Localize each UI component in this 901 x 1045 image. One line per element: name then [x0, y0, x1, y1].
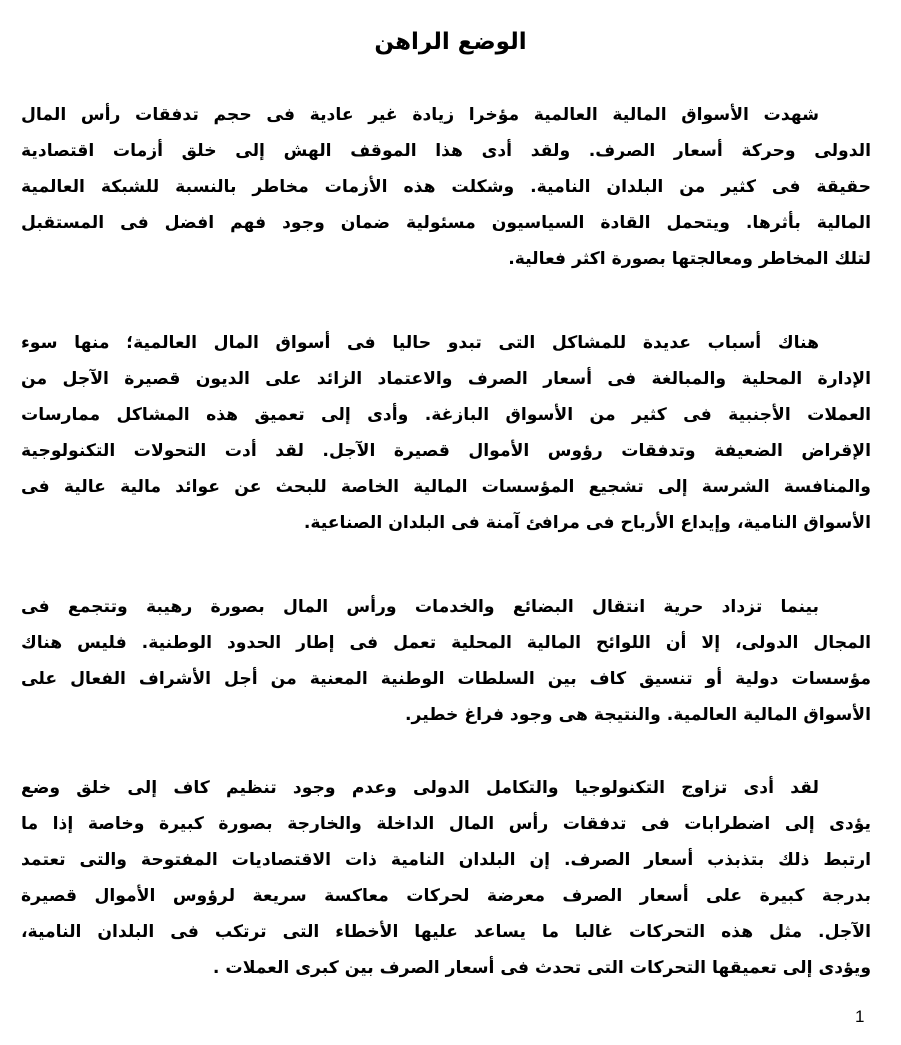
paragraph-line: شهدت الأسواق المالية العالمية مؤخرا زيادة غير عادية فى حجم تدفقات رأس المال: [21, 105, 819, 125]
paragraph-line: بينما تزداد حرية انتقال البضائع والخدمات ورأس المال بصورة رهيبة وتتجمع فى: [21, 597, 819, 617]
page-number: 1: [855, 1007, 865, 1026]
paragraph-line: ويؤدى إلى تعميقها التحركات التى تحدث فى أسعار الصرف بين كبرى العملات .: [212, 958, 871, 978]
paragraph-line: الإدارة المحلية والمبالغة فى أسعار الصرف والاعتماد الزائد على الديون قصيرة الآجل من: [21, 369, 871, 389]
page-title: الوضع الراهن: [374, 29, 527, 55]
paragraph-line: ارتبط ذلك بتذبذب أسعار الصرف. إن البلدان النامية ذات الاقتصاديات المفتوحة والتى تعتمد: [21, 850, 871, 870]
paragraph-line: يؤدى إلى اضطرابات فى تدفقات رأس المال الداخلة والخارجة بصورة كبيرة وخاصة إذا ما: [21, 814, 871, 834]
paragraph-line: المجال الدولى، إلا أن اللوائح المالية المحلية تعمل فى إطار الحدود الوطنية. فليس هناك: [21, 633, 871, 653]
paragraph-1: [21, 97, 871, 277]
paragraph-line: بدرجة كبيرة على أسعار الصرف معرضة لحركات معاكسة سريعة لرؤوس الأموال قصيرة: [21, 886, 871, 906]
paragraph-line: المالية بأثرها. ويتحمل القادة السياسيون مسئولية ضمان وجود فهم افضل فى المستقبل: [21, 213, 871, 233]
paragraph-line: حقيقة فى كثير من البلدان النامية. وشكلت هذه الأزمات مخاطر بالنسبة للشبكة العالمية: [21, 177, 871, 197]
paragraph-line: الدولى وحركة أسعار الصرف. ولقد أدى هذا الموقف الهش إلى خلق أزمات اقتصادية: [21, 141, 871, 161]
paragraph-line: هناك أسباب عديدة للمشاكل التى تبدو حاليا فى أسواق المال العالمية؛ منها سوء: [21, 333, 819, 353]
paragraph-line: العملات الأجنبية فى كثير من الأسواق البازغة. وأدى إلى تعميق هذه المشاكل ممارسات: [21, 405, 871, 425]
paragraph-line: الأسواق النامية، وإيداع الأرباح فى مرافئ آمنة فى البلدان الصناعية.: [303, 513, 871, 533]
paragraph-line: لتلك المخاطر ومعالجتها بصورة اكثر فعالية.: [508, 249, 871, 269]
paragraph-3: [21, 589, 871, 733]
paragraph-line: والمنافسة الشرسة إلى تشجيع المؤسسات المالية الخاصة للبحث عن عوائد مالية عالية فى: [21, 477, 871, 497]
paragraph-line: مؤسسات دولية أو تنسيق كاف بين السلطات الوطنية المعنية من أجل الأشراف الفعال على: [21, 669, 871, 689]
paragraph-line: الإقراض الضعيفة وتدفقات رؤوس الأموال قصيرة الآجل. لقد أدت التحولات التكنولوجية: [21, 441, 871, 461]
paragraph-2: [21, 325, 871, 541]
paragraph-line: لقد أدى تزاوج التكنولوجيا والتكامل الدولى وعدم وجود تنظيم كاف إلى خلق وضع: [21, 778, 819, 798]
paragraph-line: الآجل. مثل هذه التحركات غالبا ما يساعد عليها الأخطاء التى ترتكب فى البلدان النامية،: [21, 922, 871, 942]
paragraph-line: الأسواق المالية العالمية. والنتيجة هى وجود فراغ خطير.: [405, 705, 871, 725]
paragraph-4: [21, 770, 871, 986]
